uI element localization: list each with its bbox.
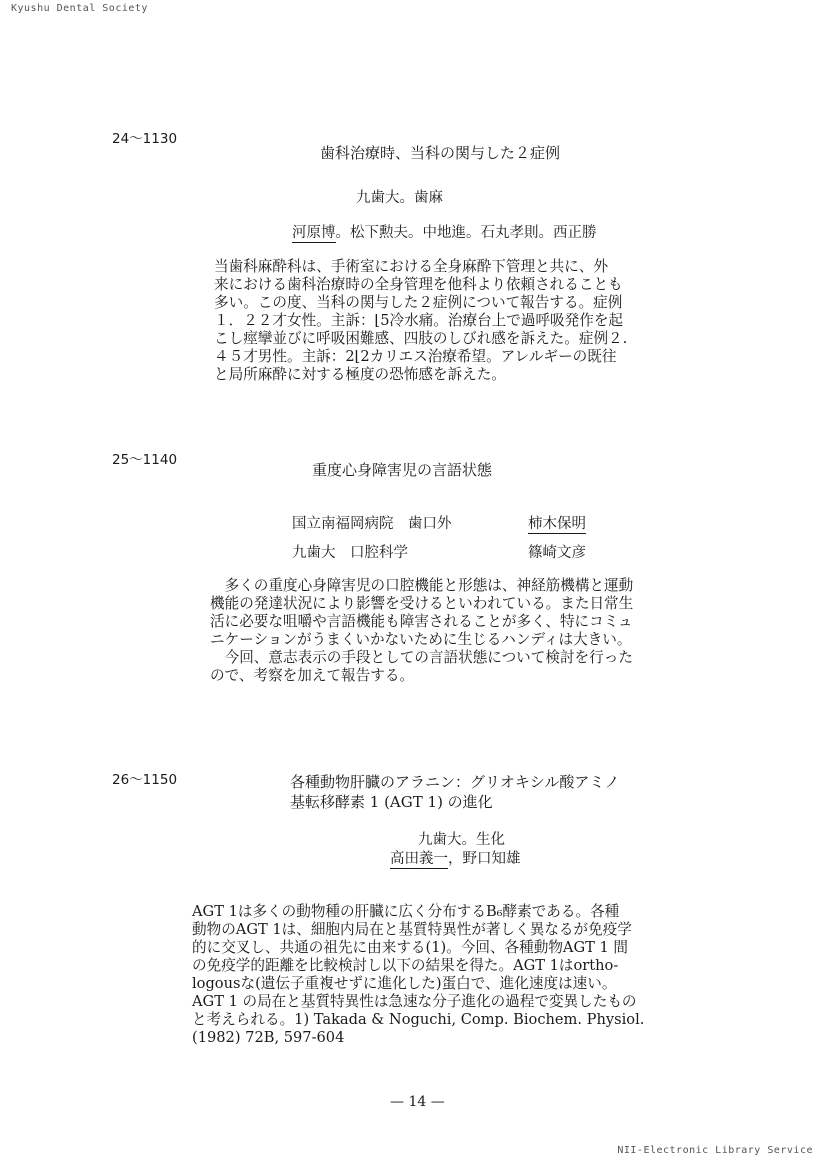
entry-title: 各種動物肝臓のアラニン：グリオキシル酸アミノ	[290, 773, 620, 791]
abstract-line: 的に交叉し、共通の祖先に由来する(1)。今回、各種動物AGT 1 間	[192, 939, 629, 956]
entry-title: 歯科治療時、当科の関与した２症例	[320, 144, 561, 162]
library-footer: NII-Electronic Library Service	[617, 1145, 813, 1156]
abstract-line: こし痙攣並びに呼吸困難感、四肢のしびれ感を訴えた。症例２.	[214, 330, 628, 347]
entry-authors	[390, 847, 521, 868]
presenter-name: 河原博	[292, 225, 336, 241]
abstract-line: ４５才男性。主訴：2⌊2カリエス治療希望。アレルギーの既往	[214, 348, 617, 365]
coauthor-names: 篠崎文彦	[528, 545, 586, 561]
abstract-line: 機能の発達状況により影響を受けるといわれている。また日常生	[210, 595, 634, 612]
page-number: — 14 —	[390, 1094, 445, 1110]
entry-abstract	[210, 577, 633, 685]
presenter-name-text: 柿木保明	[528, 516, 586, 532]
abstract-line: と局所麻酔に対する極度の恐怖感を訴えた。	[214, 366, 506, 383]
entry-abstract	[192, 903, 644, 1047]
entry-title: 重度心身障害児の言語状態	[312, 461, 493, 479]
presenter-name	[528, 512, 586, 533]
abstract-line: １．２２才女性。主訴：⌊5冷水痛。治療台上で過呼吸発作を起	[214, 312, 624, 329]
abstract-line: 多くの重度心身障害児の口腔機能と形態は、神経筋機構と運動	[210, 577, 634, 594]
entry-number: 26〜1150	[112, 772, 178, 788]
abstract-line: AGT 1は多くの動物種の肝臓に広く分布するB₆酵素である。各種	[192, 903, 620, 920]
abstract-line: (1982) 72B, 597-604	[192, 1029, 345, 1046]
abstract-line: AGT 1 の局在と基質特異性は急速な分子進化の過程で変異したもの	[192, 993, 637, 1010]
entry-affiliation: 九歯大。生化	[418, 832, 505, 848]
abstract-line: の免疫学的距離を比較検討し以下の結果を得た。AGT 1はortho-	[192, 957, 619, 974]
entry-abstract	[214, 258, 627, 384]
abstract-line: ニケーションがうまくいかないために生じるハンディは大きい。	[210, 631, 632, 648]
entry-affiliation: 九歯大 口腔科学	[292, 545, 408, 561]
society-header: Kyushu Dental Society	[11, 3, 148, 14]
coauthor-names: 。松下勲夫。中地進。石丸孝則。西正勝	[335, 225, 597, 241]
entry-affiliation: 九歯大。歯麻	[356, 190, 443, 206]
presenter-name: 高田義一	[390, 851, 448, 867]
abstract-line: 多い。この度、当科の関与した２症例について報告する。症例	[214, 294, 623, 311]
abstract-line: logousな(遺伝子重複せずに進化した)蛋白で、進化速度は速い。	[192, 975, 617, 992]
abstract-line: 今回、意志表示の手段としての言語状態について検討を行った	[210, 649, 633, 666]
abstract-line: 動物のAGT 1は、細胞内局在と基質特異性が著しく異なるが免疫学	[192, 921, 632, 938]
entry-number: 25〜1140	[112, 452, 178, 468]
coauthor-names: ，野口知雄	[448, 851, 521, 867]
abstract-line: 当歯科麻酔科は、手術室における全身麻酔下管理と共に、外	[214, 258, 609, 275]
entry-title: 基転移酵素 1 (AGT 1) の進化	[290, 793, 493, 811]
entry-authors	[292, 221, 597, 242]
entry-number: 24〜1130	[112, 131, 178, 147]
abstract-line: ので、考察を加えて報告する。	[210, 667, 415, 684]
abstract-line: 活に必要な咀嚼や言語機能も障害されることが多く、特にコミュ	[210, 613, 633, 630]
entry-affiliation: 国立南福岡病院 歯口外	[292, 516, 452, 532]
abstract-line: と考えられる。1) Takada & Noguchi, Comp. Biochem. Physiol.	[192, 1011, 645, 1028]
abstract-line: 来における歯科治療時の全身管理を他科より依頼されることも	[214, 276, 623, 293]
